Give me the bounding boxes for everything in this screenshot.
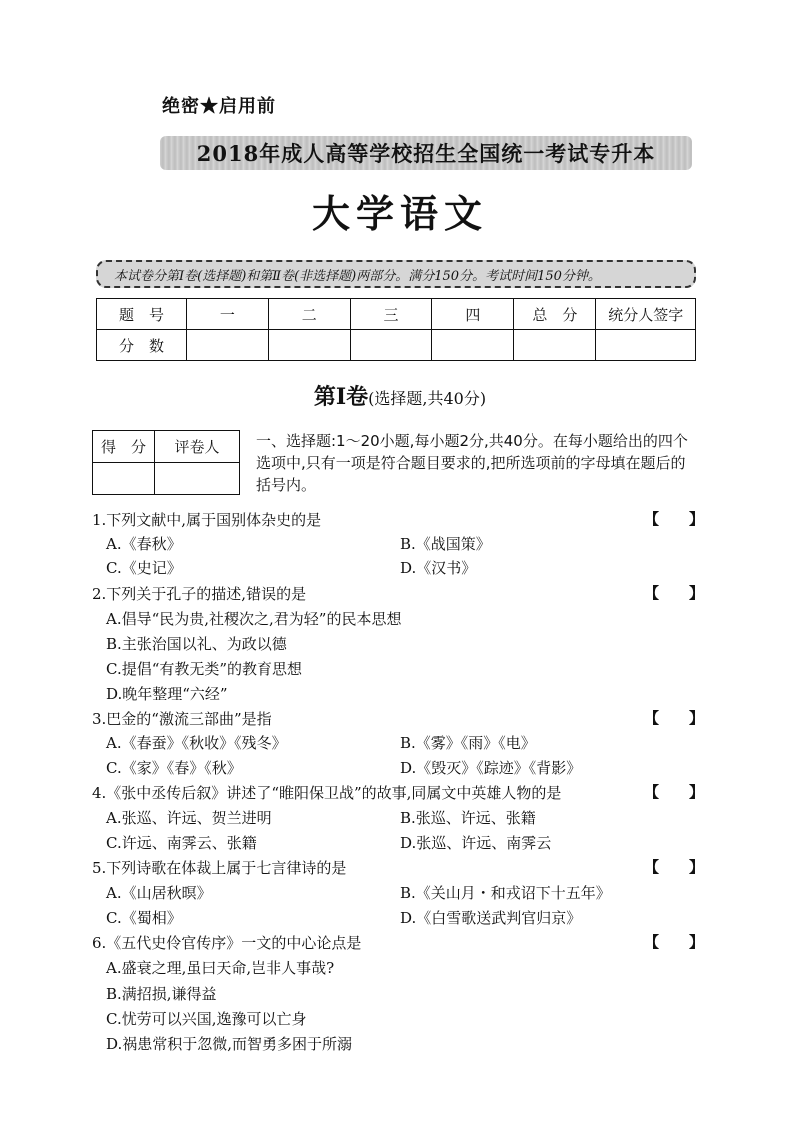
score-table-cell: 分 数 <box>97 330 187 361</box>
instructions: 一、选择题:1～20小题,每小题2分,共40分。在每小题给出的四个选项中,只有一项是符合题目要求的,把所选项前的字母填在题后的括号内。 <box>256 432 688 494</box>
option-d: D.《白雪歌送武判官归京》 <box>400 909 582 927</box>
section-title-sub: (选择题,共40分) <box>368 389 487 408</box>
grader-score-label: 得 分 <box>93 431 155 463</box>
question-stem: 5.下列诗歌在体裁上属于七言律诗的是 <box>92 859 347 877</box>
answer-bracket[interactable]: 【 】 <box>644 584 705 602</box>
grader-table <box>92 430 240 495</box>
score-table-cell: 题 号 <box>97 299 187 330</box>
option-b: B.《雾》《雨》《电》 <box>400 734 536 752</box>
option-d: D.《毁灭》《踪迹》《背影》 <box>400 759 582 777</box>
option-d: D.《汉书》 <box>400 559 477 577</box>
option-b: B.《战国策》 <box>400 535 491 553</box>
score-input-cell[interactable] <box>350 330 432 361</box>
answer-bracket[interactable]: 【 】 <box>644 858 705 876</box>
question-stem: 4.《张中丞传后叙》讲述了“睢阳保卫战”的故事,同属文中英雄人物的是 <box>92 784 562 802</box>
option-a: A.《春蚕》《秋收》《残冬》 <box>106 734 287 752</box>
score-table-cell: 二 <box>268 299 350 330</box>
score-table-header-row <box>97 299 696 330</box>
score-input-cell[interactable] <box>186 330 268 361</box>
answer-bracket[interactable]: 【 】 <box>644 510 705 528</box>
section-title <box>0 380 800 411</box>
confidential-label: 绝密★启用前 <box>162 96 276 117</box>
option-b: B.《关山月・和戎诏下十五年》 <box>400 884 611 902</box>
answer-bracket[interactable]: 【 】 <box>644 933 705 951</box>
option-b: B.满招损,谦得益 <box>106 985 217 1003</box>
option-a: A.《山居秋暝》 <box>106 884 212 902</box>
option-d: D.晚年整理“六经” <box>106 685 228 703</box>
option-c: C.《蜀相》 <box>106 909 182 927</box>
option-a: A.《春秋》 <box>106 535 182 553</box>
question-stem: 6.《五代史伶官传序》一文的中心论点是 <box>92 934 362 952</box>
score-table-cell: 三 <box>350 299 432 330</box>
question-stem: 2.下列关于孔子的描述,错误的是 <box>92 585 307 603</box>
score-table-cell: 统分人签字 <box>596 299 696 330</box>
section-title-main: 第Ⅰ卷 <box>313 384 369 410</box>
option-b: B.张巡、许远、张籍 <box>400 809 536 827</box>
score-input-cell[interactable] <box>432 330 514 361</box>
option-a: A.张巡、许远、贺兰进明 <box>106 809 272 827</box>
option-b: B.主张治国以礼、为政以德 <box>106 635 287 653</box>
exam-title: 2018年成人高等学校招生全国统一考试专升本 <box>196 141 656 166</box>
answer-bracket[interactable]: 【 】 <box>644 783 705 801</box>
option-a: A.盛衰之理,虽曰天命,岂非人事哉? <box>106 959 335 977</box>
grader-score-cell[interactable] <box>93 463 155 495</box>
exam-title-banner <box>160 136 692 170</box>
exam-notice <box>96 260 696 288</box>
option-c: C.许远、南霁云、张籍 <box>106 834 257 852</box>
grader-name-cell[interactable] <box>155 463 240 495</box>
subject-title: 大学语文 <box>311 192 488 236</box>
answer-bracket[interactable]: 【 】 <box>644 709 705 727</box>
score-table-cell: 一 <box>186 299 268 330</box>
score-input-cell[interactable] <box>268 330 350 361</box>
score-table-cell: 四 <box>432 299 514 330</box>
option-c: C.《家》《春》《秋》 <box>106 759 242 777</box>
option-d: D.张巡、许远、南霁云 <box>400 834 552 852</box>
question-stem: 1.下列文献中,属于国别体杂史的是 <box>92 511 322 529</box>
option-c: C.《史记》 <box>106 559 182 577</box>
grader-name-label: 评卷人 <box>155 431 240 463</box>
question-stem: 3.巴金的“激流三部曲”是指 <box>92 710 272 728</box>
score-table <box>96 298 696 361</box>
score-table-score-row <box>97 330 696 361</box>
option-d: D.祸患常积于忽微,而智勇多困于所溺 <box>106 1035 353 1053</box>
exam-notice-text: 本试卷分第Ⅰ卷(选择题)和第Ⅱ卷(非选择题)两部分。满分150分。考试时间150分钟。 <box>114 268 601 284</box>
score-input-cell[interactable] <box>514 330 596 361</box>
score-input-cell[interactable] <box>596 330 696 361</box>
option-c: C.提倡“有教无类”的教育思想 <box>106 660 303 678</box>
option-c: C.忧劳可以兴国,逸豫可以亡身 <box>106 1010 307 1028</box>
option-a: A.倡导“民为贵,社稷次之,君为轻”的民本思想 <box>106 610 402 628</box>
score-table-cell: 总 分 <box>514 299 596 330</box>
